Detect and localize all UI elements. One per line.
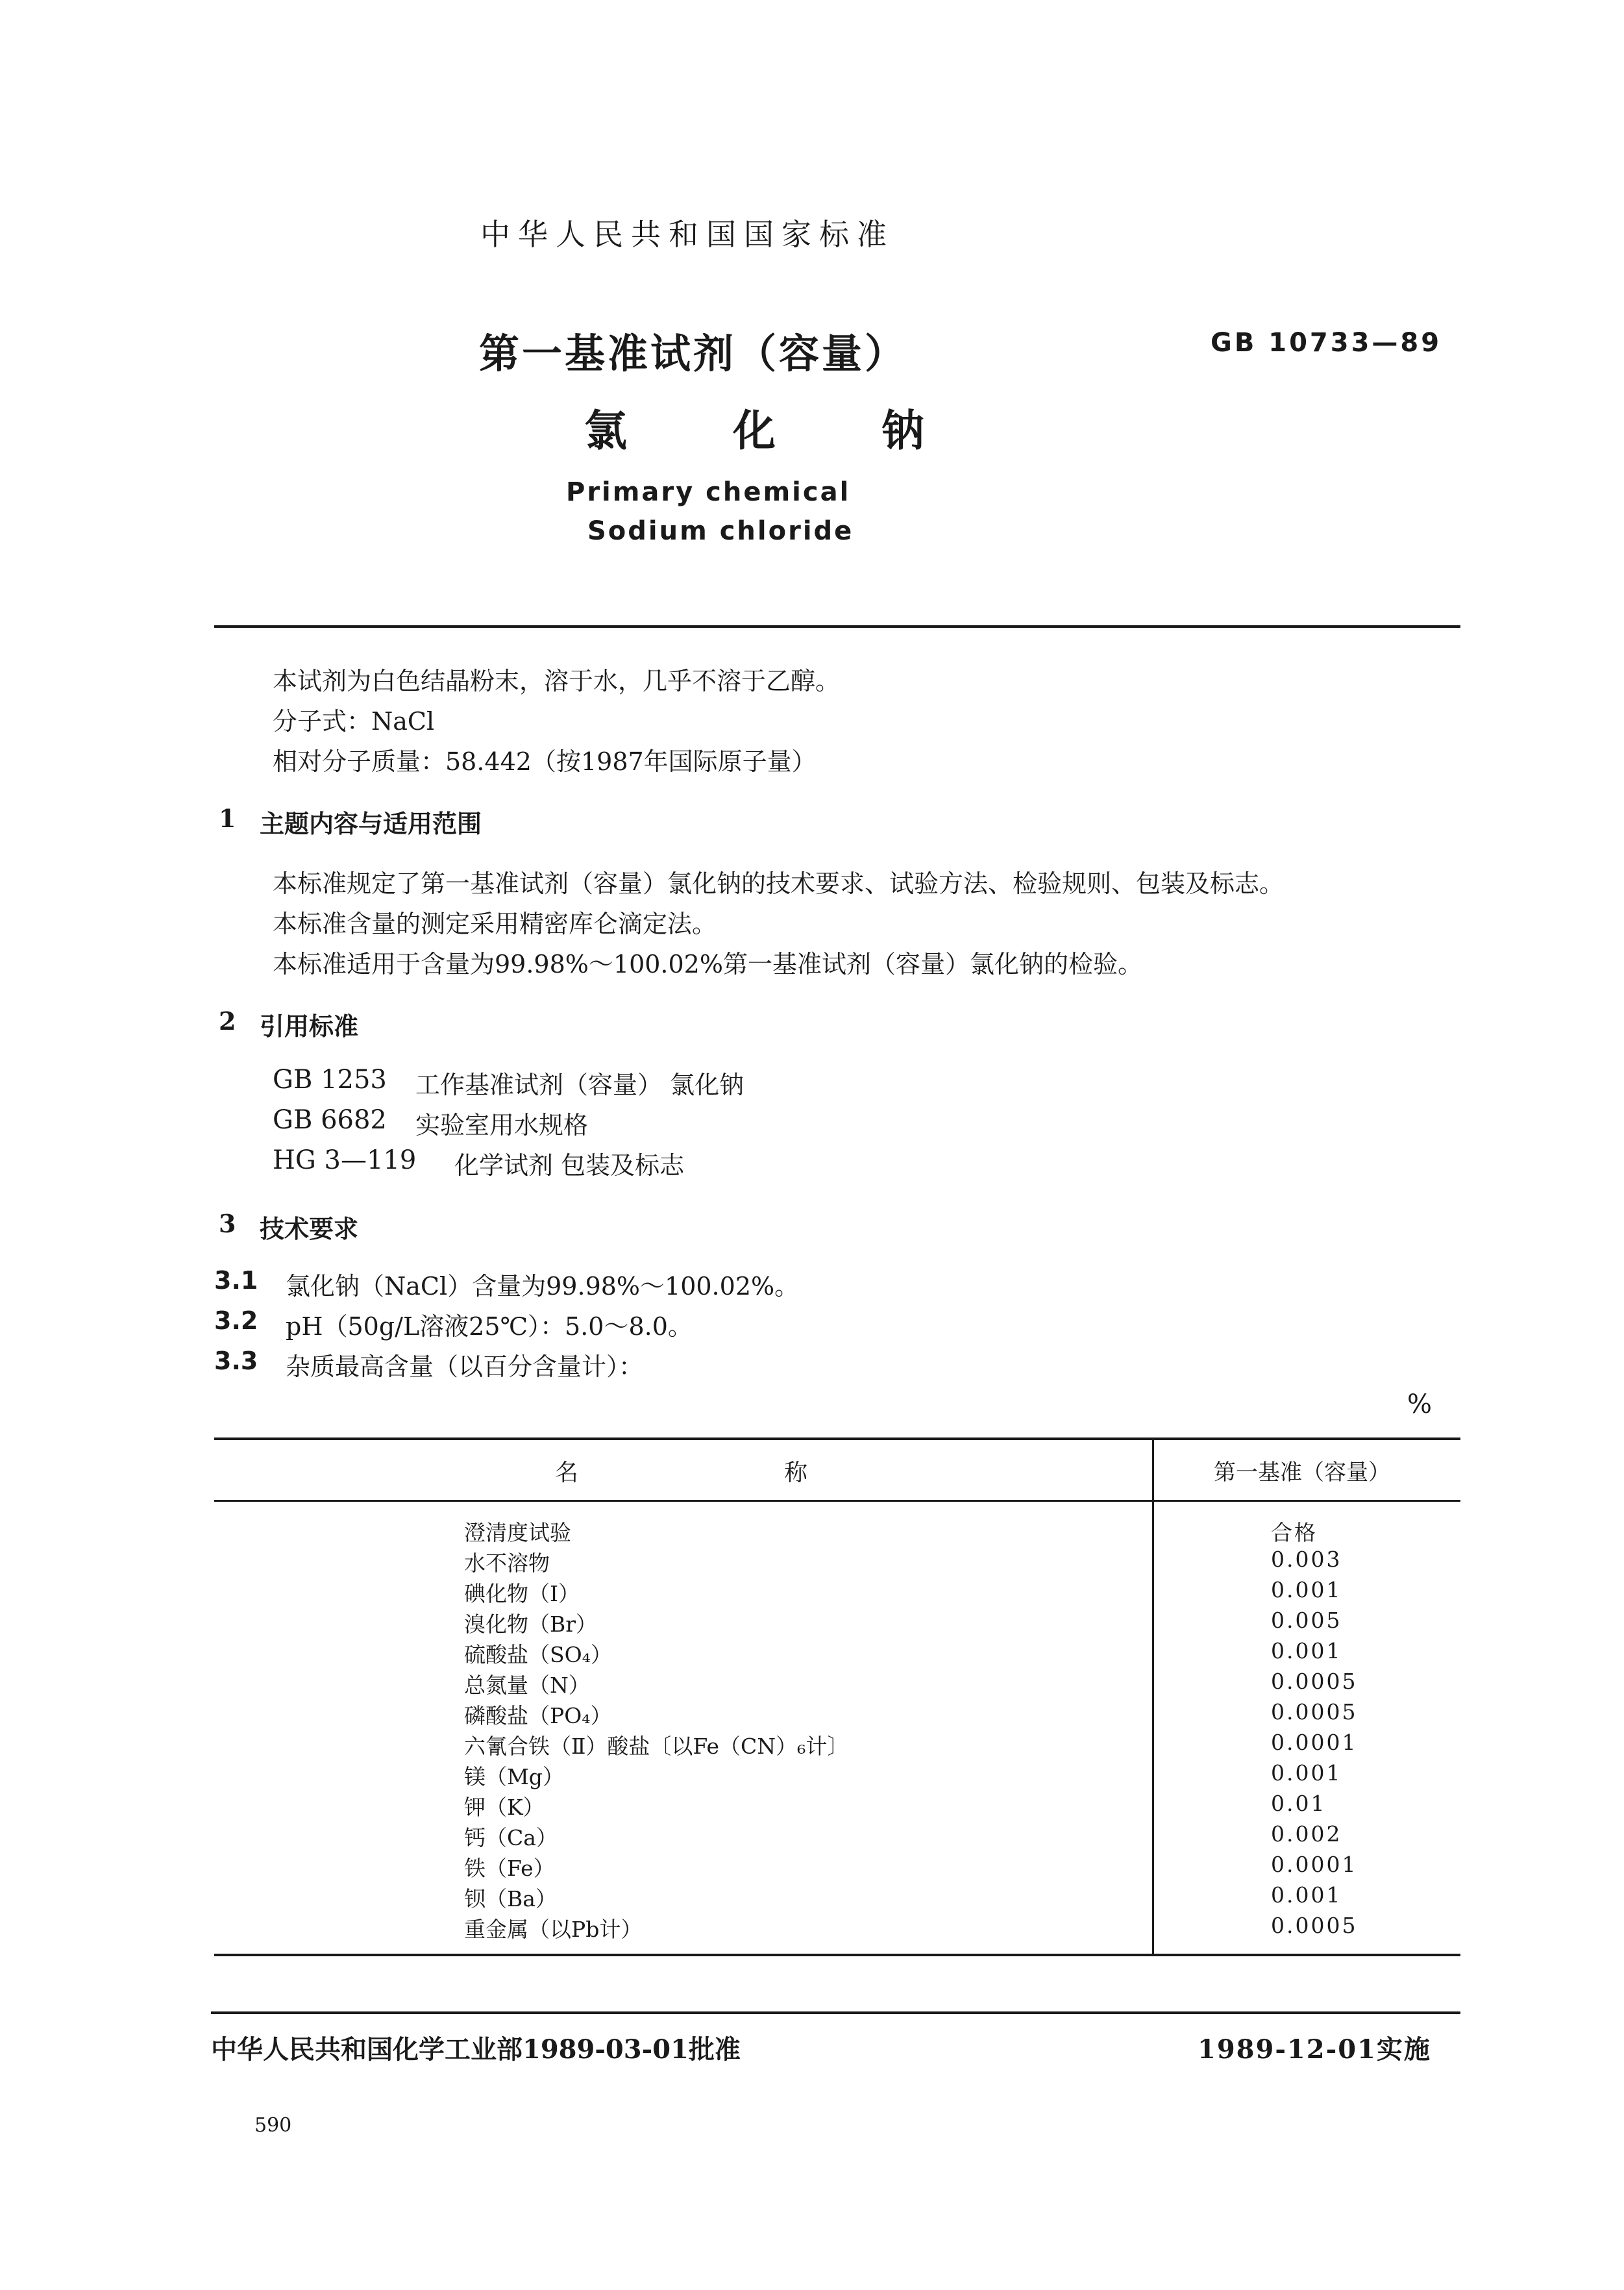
table-row-value: 0.0005 [1271, 1913, 1358, 1938]
table-row-name: 重金属（以Pb计） [464, 1917, 643, 1942]
table-row-value: 0.005 [1271, 1608, 1342, 1633]
intro-description: 本试剂为白色结晶粉末，溶于水，几乎不溶于乙醇。 [273, 667, 841, 695]
standard-code: GB 10733—89 [1211, 328, 1442, 358]
title-chinese-line1: 第一基准试剂（容量） [479, 330, 908, 377]
table-row-value: 0.0001 [1271, 1730, 1358, 1755]
table-row-name: 铁（Fe） [464, 1856, 555, 1881]
table-row-name: 六氰合铁（Ⅱ）酸盐〔以Fe（CN）₆计〕 [464, 1734, 849, 1759]
ref-standard-code: HG 3—119 [273, 1145, 417, 1175]
clause-3-3-text: 杂质最高含量（以百分含量计）： [286, 1352, 644, 1381]
table-bottom-rule [214, 1954, 1460, 1956]
table-row-name: 硫酸盐（SO₄） [464, 1642, 612, 1667]
clause-3-3-number: 3.3 [214, 1347, 258, 1375]
table-column-divider [1152, 1437, 1154, 1954]
table-row-name: 碘化物（I） [464, 1581, 580, 1606]
table-row-value: 0.001 [1271, 1638, 1342, 1663]
table-row-value: 0.0005 [1271, 1669, 1358, 1694]
section-2-title: 引用标准 [260, 1012, 359, 1041]
table-row-name: 钙（Ca） [464, 1825, 558, 1850]
clause-3-2-number: 3.2 [214, 1306, 258, 1335]
table-row-value: 0.0001 [1271, 1852, 1358, 1877]
table-row-name: 镁（Mg） [464, 1764, 564, 1789]
table-row-name: 钡（Ba） [464, 1886, 557, 1911]
section-1-number: 1 [219, 804, 236, 833]
ref-standard-name: 工作基准试剂（容量） 氯化钠 [415, 1071, 744, 1099]
approval-info: 中华人民共和国化学工业部1989-03-01批准 [211, 2034, 741, 2065]
section-2-number: 2 [219, 1006, 236, 1036]
section-1-line: 本标准适用于含量为99.98%～100.02%第一基准试剂（容量）氯化钠的检验。 [273, 950, 1142, 978]
table-header-rule [214, 1500, 1460, 1502]
table-row-name: 总氮量（N） [464, 1673, 590, 1698]
table-header-name-part2: 称 [784, 1460, 808, 1486]
table-header-name-part1: 名 [555, 1460, 579, 1486]
ref-standard-code: GB 6682 [273, 1105, 387, 1135]
header-divider [214, 625, 1460, 628]
national-standard-header: 中华人民共和国国家标准 [480, 217, 894, 252]
table-row-value: 0.003 [1271, 1547, 1342, 1572]
table-row-value: 0.001 [1271, 1882, 1342, 1908]
ref-standard-name: 实验室用水规格 [415, 1111, 589, 1139]
table-top-rule [214, 1437, 1460, 1440]
ref-standard-code: GB 1253 [273, 1065, 387, 1095]
table-header-grade: 第一基准（容量） [1214, 1460, 1390, 1486]
section-3-title: 技术要求 [260, 1214, 359, 1243]
table-row-name: 溴化物（Br） [464, 1612, 598, 1637]
table-row-value: 合格 [1271, 1520, 1318, 1545]
table-row-value: 0.001 [1271, 1760, 1342, 1786]
ref-standard-name: 化学试剂 包装及标志 [454, 1151, 685, 1180]
title-english-line1: Primary chemical [566, 477, 851, 507]
implementation-date: 1989-12-01实施 [1198, 2034, 1431, 2065]
clause-3-1-text: 氯化钠（NaCl）含量为99.98%～100.02%。 [286, 1272, 800, 1301]
table-unit: % [1407, 1389, 1433, 1419]
intro-molecular-mass: 相对分子质量：58.442（按1987年国际原子量） [273, 747, 817, 776]
clause-3-2-text: pH（50g/L溶液25℃）：5.0～8.0。 [286, 1312, 693, 1341]
table-row-name: 澄清度试验 [464, 1520, 571, 1545]
section-1-line: 本标准规定了第一基准试剂（容量）氯化钠的技术要求、试验方法、检验规则、包装及标志。 [273, 869, 1285, 898]
title-chinese-line2: 氯 化 钠 [584, 405, 970, 456]
table-row-value: 0.001 [1271, 1577, 1342, 1602]
title-english-line2: Sodium chloride [587, 516, 854, 546]
section-1-title: 主题内容与适用范围 [260, 809, 482, 838]
intro-formula: 分子式：NaCl [273, 707, 435, 736]
footer-rule [211, 2011, 1460, 2014]
table-row-name: 水不溶物 [464, 1550, 550, 1576]
table-row-name: 钾（K） [464, 1795, 545, 1820]
clause-3-1-number: 3.1 [214, 1266, 258, 1295]
section-1-line: 本标准含量的测定采用精密库仑滴定法。 [273, 910, 717, 938]
table-row-value: 0.0005 [1271, 1699, 1358, 1724]
table-row-name: 磷酸盐（PO₄） [464, 1703, 612, 1728]
page-number: 590 [254, 2114, 292, 2137]
table-row-value: 0.01 [1271, 1791, 1327, 1816]
table-row-value: 0.002 [1271, 1821, 1342, 1847]
section-3-number: 3 [219, 1209, 236, 1238]
